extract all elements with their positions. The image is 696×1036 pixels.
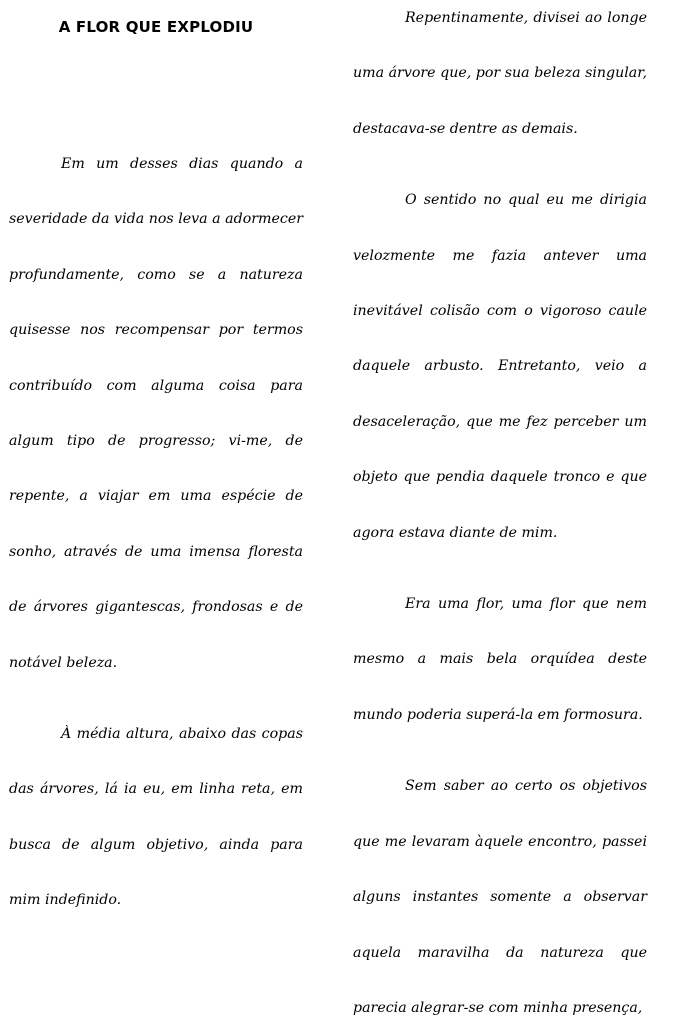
paragraph-left-2: À média altura, abaixo das copas das árvores, lá ia eu, em linha reta, em busca de algum objetivo, ainda para mim indefinido. [9,726,303,909]
paragraph-right-2: O sentido no qual eu me dirigia velozmente me fazia antever uma inevitável colisão com o vigoroso caule daquele arbusto. Entretanto, veio a desaceleração, que me fez perceber um objeto que pendia daquele tronco e que agora estava diante de mim. [353,192,647,541]
paragraph-right-1: Repentinamente, divisei ao longe uma árvore que, por sua beleza singular, destacava-se dentre as demais. [353,10,647,137]
paragraph-left-1: Em um desses dias quando a severidade da vida nos leva a adormecer profundamente, como se a natureza quisesse nos recompensar por termos contribuído com alguma coisa para algum tipo de progresso; vi-me, de repente, a viajar em uma espécie de sonho, através de uma imensa floresta de árvores gigantescas, frondosas e de notável beleza. [9,156,303,671]
right-column [353,0,647,1036]
paragraph-right-4: Sem saber ao certo os objetivos que me levaram àquele encontro, passei alguns instantes somente a observar aquela maravilha da natureza que parecia alegrar-se com minha presença, [353,778,647,1016]
story-title: A FLOR QUE EXPLODIU [58,18,254,36]
paragraph-right-3: Era uma flor, uma flor que nem mesmo a mais bela orquídea deste mundo poderia superá-la em formosura. [353,596,647,723]
left-column [9,0,303,929]
